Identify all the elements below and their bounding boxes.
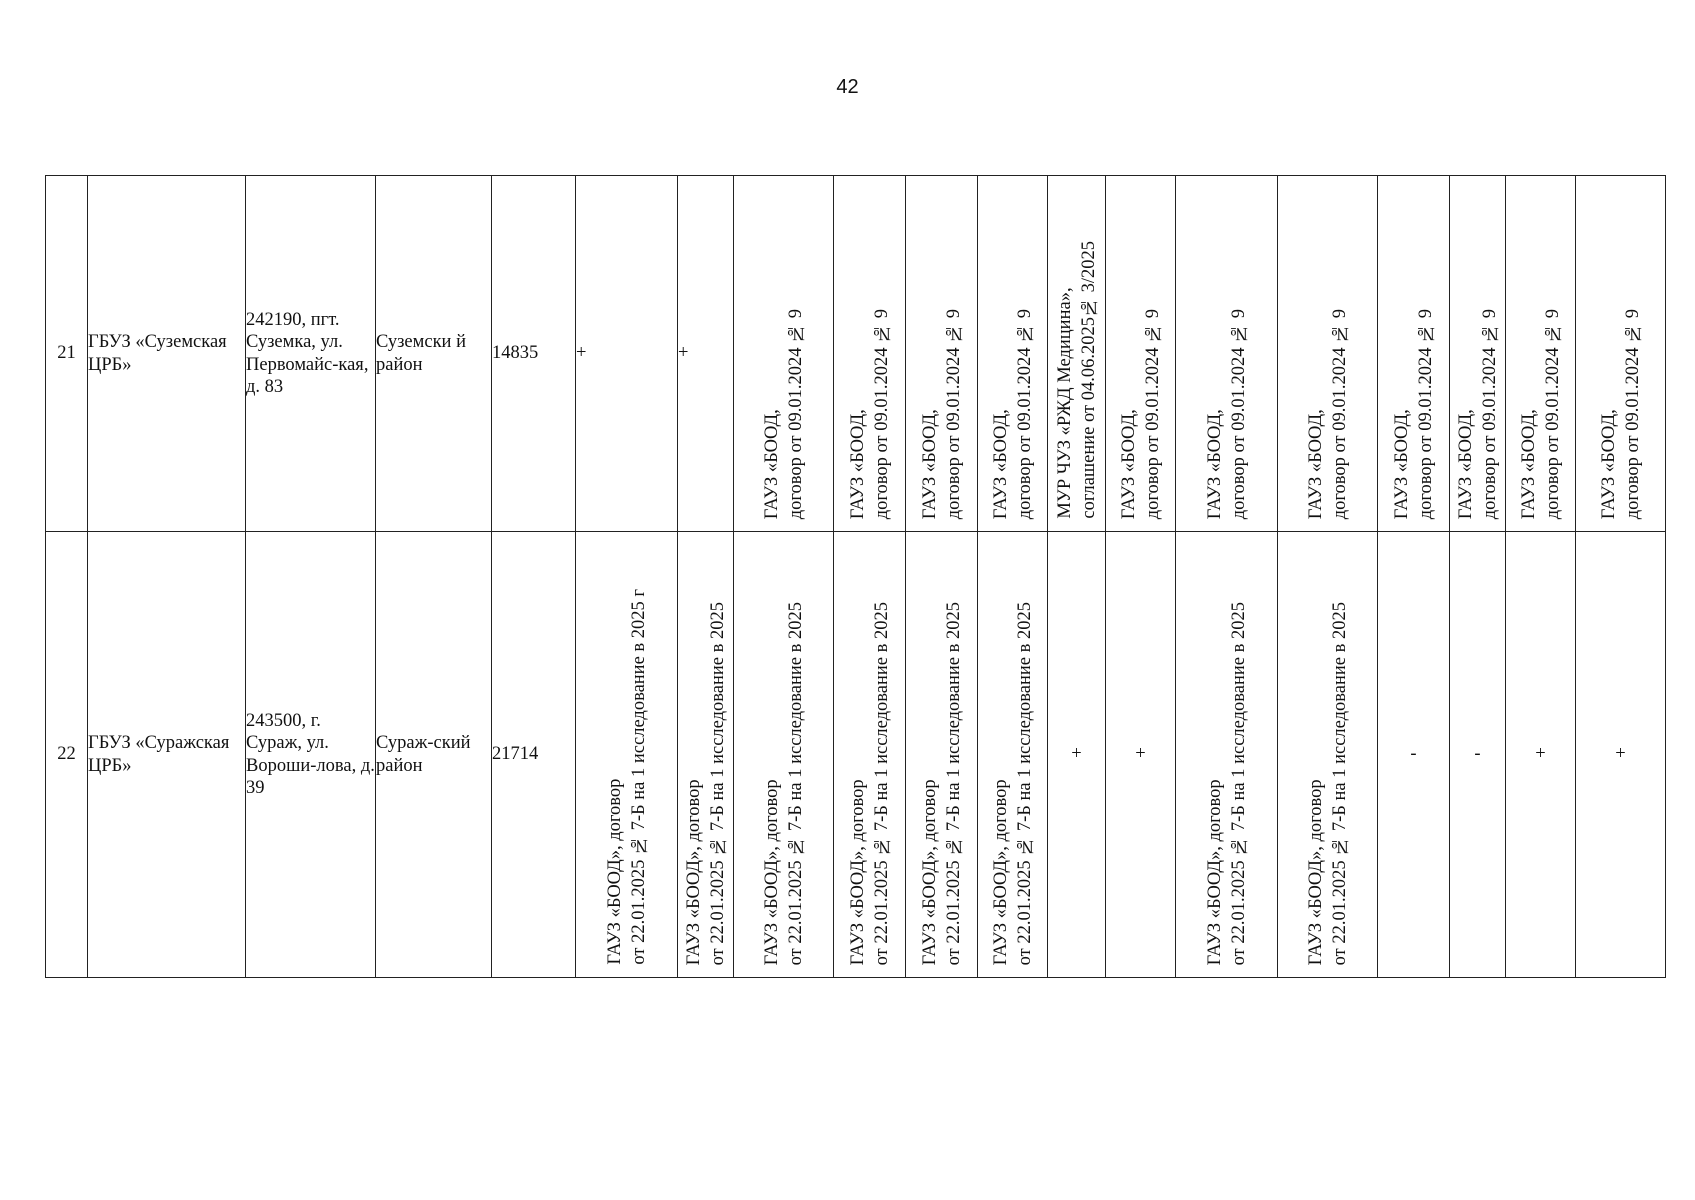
population-count: 21714 <box>492 532 576 978</box>
table-cell: ГАУЗ «БООД, договор от 09.01.2024 № 9 <box>906 176 978 532</box>
population-count: 14835 <box>492 176 576 532</box>
table-cell: ГАУЗ «БООД, договор от 09.01.2024 № 9 <box>1506 176 1576 532</box>
table-cell: ГАУЗ «БООД», договор от 22.01.2025 № 7-Б на 1 исследование в 2025 <box>906 532 978 978</box>
table-cell: ГАУЗ «БООД, договор от 09.01.2024 № 9 <box>1450 176 1506 532</box>
table-cell: + <box>678 176 734 532</box>
district-name: Сураж-ский район <box>376 532 492 978</box>
table-cell: ГАУЗ «БООД», договор от 22.01.2025 № 7-Б на 1 исследование в 2025 <box>678 532 734 978</box>
table-cell: ГАУЗ «БООД, договор от 09.01.2024 № 9 <box>1176 176 1278 532</box>
table-cell: + <box>1106 532 1176 978</box>
table-cell: ГАУЗ «БООД», договор от 22.01.2025 № 7-Б на 1 исследование в 2025 г <box>576 532 678 978</box>
data-table <box>45 175 1666 978</box>
table-cell: ГАУЗ «БООД», договор от 22.01.2025 № 7-Б на 1 исследование в 2025 <box>734 532 834 978</box>
page-number: 42 <box>836 76 859 98</box>
institution-name: ГБУЗ «Суземская ЦРБ» <box>88 176 246 532</box>
table-cell: ГАУЗ «БООД», договор от 22.01.2025 № 7-Б на 1 исследование в 2025 <box>834 532 906 978</box>
institution-address: 243500, г. Сураж, ул. Вороши-лова, д. 39 <box>246 532 376 978</box>
table-cell: + <box>1576 532 1666 978</box>
table-cell: ГАУЗ «БООД, договор от 09.01.2024 № 9 <box>734 176 834 532</box>
table-cell: ГАУЗ «БООД», договор от 22.01.2025 № 7-Б на 1 исследование в 2025 <box>1278 532 1378 978</box>
table-cell: ГАУЗ «БООД, договор от 09.01.2024 № 9 <box>1378 176 1450 532</box>
institution-name: ГБУЗ «Суражская ЦРБ» <box>88 532 246 978</box>
table-cell: ГАУЗ «БООД, договор от 09.01.2024 № 9 <box>1278 176 1378 532</box>
district-name: Суземски й район <box>376 176 492 532</box>
table-cell: ГАУЗ «БООД, договор от 09.01.2024 № 9 <box>1106 176 1176 532</box>
table-cell: + <box>576 176 678 532</box>
table-cell: ГАУЗ «БООД, договор от 09.01.2024 № 9 <box>834 176 906 532</box>
table-cell: ГАУЗ «БООД», договор от 22.01.2025 № 7-Б на 1 исследование в 2025 <box>978 532 1048 978</box>
table-cell: ГАУЗ «БООД, договор от 09.01.2024 № 9 <box>1576 176 1666 532</box>
table-cell: - <box>1378 532 1450 978</box>
institution-address: 242190, пгт. Суземка, ул. Первомайс-кая, д. 83 <box>246 176 376 532</box>
row-number: 22 <box>46 532 88 978</box>
table-cell: - <box>1450 532 1506 978</box>
table-cell: МУР ЧУЗ «РЖД Медицина», соглашение от 04.06.2025№ 3/2025 <box>1048 176 1106 532</box>
table-cell: + <box>1506 532 1576 978</box>
table-cell: ГАУЗ «БООД», договор от 22.01.2025 № 7-Б на 1 исследование в 2025 <box>1176 532 1278 978</box>
table-row <box>46 176 1666 532</box>
table-row <box>46 532 1666 978</box>
table-cell: + <box>1048 532 1106 978</box>
table-cell: ГАУЗ «БООД, договор от 09.01.2024 № 9 <box>978 176 1048 532</box>
row-number: 21 <box>46 176 88 532</box>
